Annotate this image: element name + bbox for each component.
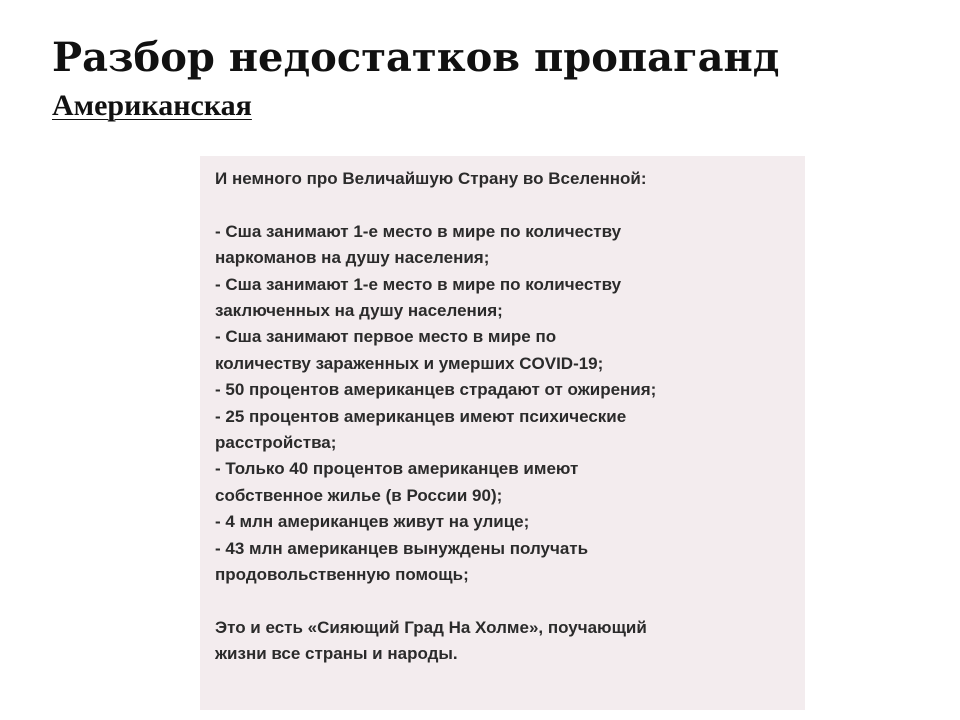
post-claim-item: [215, 404, 795, 457]
post-claim-line: наркоманов на душу населения;: [215, 248, 490, 268]
post-claim-line: - 50 процентов американцев страдают от ожирения;: [215, 380, 657, 400]
post-outro-line: Это и есть «Сияющий Град На Холме», поучающий: [215, 617, 647, 637]
post-claim-item: [215, 377, 795, 403]
post-claim-line: количеству зараженных и умерших COVID-19;: [215, 353, 604, 373]
post-outro-line: жизни все страны и народы.: [215, 644, 458, 664]
social-post-image: [200, 156, 805, 710]
post-intro: И немного про Величайшую Страну во Вселенной:: [215, 169, 647, 188]
post-claim-line: - 4 млн американцев живут на улице;: [215, 512, 530, 532]
post-claim-list: [215, 219, 795, 589]
post-claim-item: [215, 324, 795, 377]
post-claim-line: заключенных на душу населения;: [215, 301, 503, 321]
post-claim-line: - 43 млн американцев вынуждены получать: [215, 538, 589, 558]
post-claim-item: [215, 456, 795, 509]
post-claim-item: [215, 509, 795, 535]
slide-title: Разбор недостатков пропаганд: [52, 34, 780, 81]
post-claim-line: продовольственную помощь;: [215, 565, 469, 585]
post-claim-line: - Только 40 процентов американцев имеют: [215, 459, 579, 479]
post-claim-line: - Сша занимают первое место в мире по: [215, 327, 557, 347]
post-claim-line: собственное жилье (в России 90);: [215, 485, 503, 505]
post-claim-line: расстройства;: [215, 433, 337, 453]
post-claim-item: [215, 536, 795, 589]
post-claim-line: - Сша занимают 1-е место в мире по количеству: [215, 274, 622, 294]
slide-subtitle: Американская: [52, 89, 252, 122]
post-claim-line: - 25 процентов американцев имеют психические: [215, 406, 627, 426]
post-claim-item: [215, 272, 795, 325]
post-outro: [215, 615, 795, 668]
post-claim-line: - Сша занимают 1-е место в мире по количеству: [215, 221, 622, 241]
post-claim-item: [215, 219, 795, 272]
